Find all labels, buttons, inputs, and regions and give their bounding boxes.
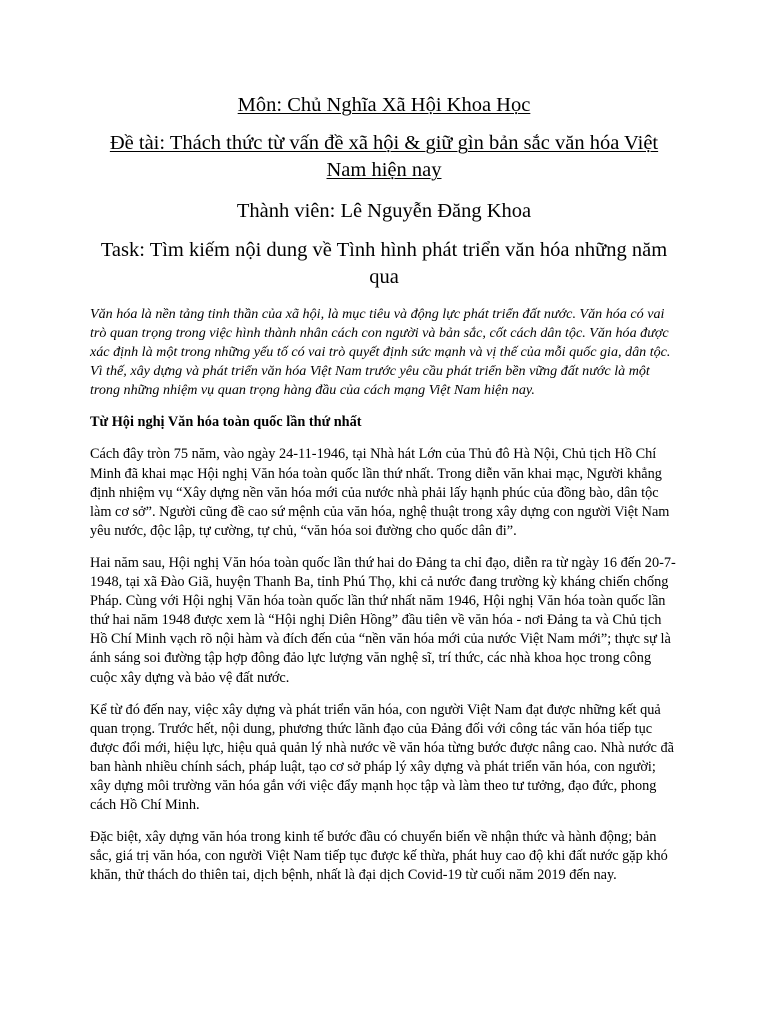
topic-heading: Đề tài: Thách thức từ vấn đề xã hội & giữ gìn bản sắc văn hóa Việt Nam hiện nay	[109, 132, 659, 181]
body-paragraph-3: Kể từ đó đến nay, việc xây dựng và phát triển văn hóa, con người Việt Nam đạt được những kết quả quan trọng. Trước hết, nội dung, phương thức lãnh đạo của Đảng đối với công tác văn hóa tiếp tục được đổi mới, hiệu lực, hiệu quả quản lý nhà nước về văn hóa từng bước được nâng cao. Nhà nước đã ban hành nhiều chính sách, pháp luật, tạo cơ sở pháp lý xây dựng và phát triển văn hóa, con người; xây dựng môi trường văn hóa gắn với việc đẩy mạnh học tập và làm theo tư tưởng, đạo đức, phong cách Hồ Chí Minh.	[90, 701, 674, 814]
body-paragraph-4: Đặc biệt, xây dựng văn hóa trong kinh tế bước đầu có chuyển biến về nhận thức và hành động; bản sắc, giá trị văn hóa, con người Việt Nam tiếp tục được kế thừa, phát huy cao độ khi đất nước gặp khó khăn, thử thách do thiên tai, dịch bệnh, nhất là đại dịch Covid-19 từ cuối năm 2019 đến nay.	[90, 829, 668, 884]
intro-paragraph: Văn hóa là nền tảng tinh thần của xã hội, là mục tiêu và động lực phát triển đất nước. Văn hóa có vai trò quan trọng trong việc hình thành nhân cách con người và bản sắc, cốt cách dân tộc. Văn hóa được xác định là một trong những yếu tố có vai trò quyết định sức mạnh và vị thế của mỗi quốc gia, dân tộc. Vì thế, xây dựng và phát triển văn hóa Việt Nam trước yêu cầu phát triển bền vững đất nước là một trong những nhiệm vụ quan trọng hàng đầu của cách mạng Việt Nam hiện nay.	[90, 306, 671, 399]
subject-heading: Môn: Chủ Nghĩa Xã Hội Khoa Học	[237, 94, 531, 116]
body-paragraph-2: Hai năm sau, Hội nghị Văn hóa toàn quốc lần thứ hai do Đảng ta chỉ đạo, diễn ra từ ngày 16 đến 20-7-1948, tại xã Đào Giã, huyện Thanh Ba, tỉnh Phú Thọ, khi cả nước đang trường kỳ kháng chiến chống Pháp. Cùng với Hội nghị Văn hóa toàn quốc lần thứ nhất năm 1946, Hội nghị Văn hóa toàn quốc lần thứ hai năm 1948 được xem là “Hội nghị Diên Hồng” đầu tiên về văn hóa - nơi Đảng ta và Chủ tịch Hồ Chí Minh vạch rõ nội hàm và đích đến của “nền văn hóa mới của nước Việt Nam mới”; thực sự là ánh sáng soi đường tập hợp đông đảo lực lượng văn nghệ sĩ, trí thức, các nhà khoa học trong công cuộc xây dựng và bảo vệ đất nước.	[90, 554, 676, 686]
section-title: Từ Hội nghị Văn hóa toàn quốc lần thứ nhất	[90, 414, 362, 431]
body-paragraph-1: Cách đây tròn 75 năm, vào ngày 24-11-1946, tại Nhà hát Lớn của Thủ đô Hà Nội, Chủ tịch Hồ Chí Minh đã khai mạc Hội nghị Văn hóa toàn quốc lần thứ nhất. Trong diễn văn khai mạc, Người khẳng định nhiệm vụ “Xây dựng nền văn hóa mới của nước nhà phải lấy hạnh phúc của đồng bào, dân tộc làm cơ sở”. Người cũng đề cao sứ mệnh của văn hóa, nghệ thuật trong xây dựng con người Việt Nam yêu nước, độc lập, tự cường, tự chủ, “văn hóa soi đường cho quốc dân đi”.	[90, 446, 670, 539]
member-heading: Thành viên: Lê Nguyễn Đăng Khoa	[236, 200, 532, 222]
task-heading: Task: Tìm kiếm nội dung về Tình hình phát triển văn hóa những năm qua	[100, 239, 668, 288]
